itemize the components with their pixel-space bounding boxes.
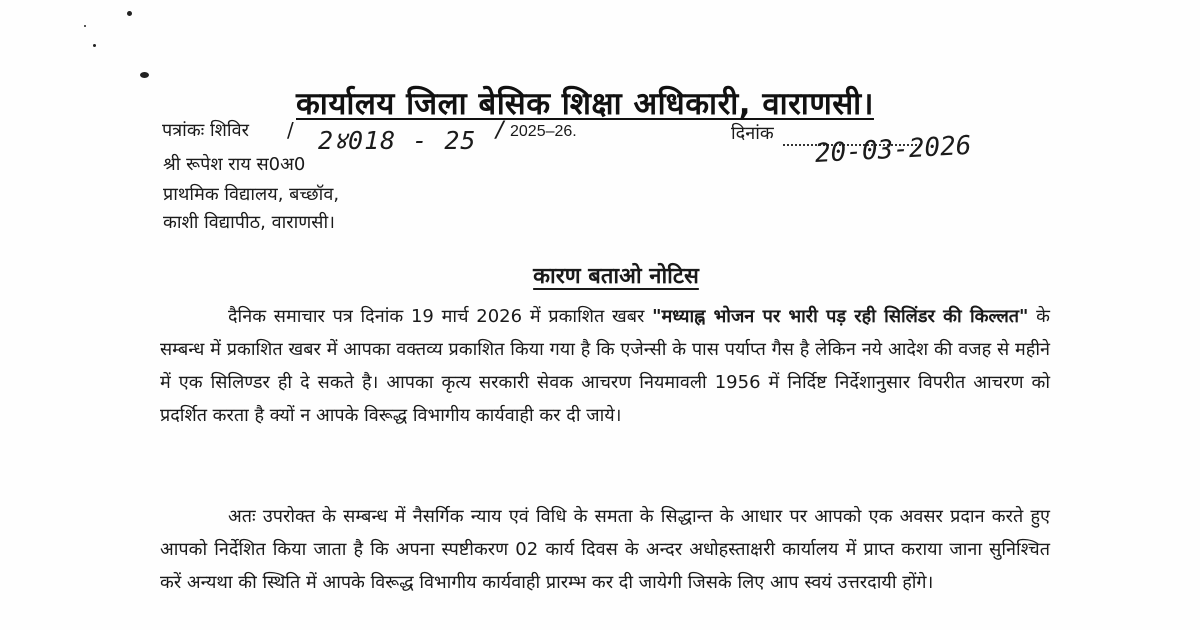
paragraph-1 bbox=[160, 300, 1050, 432]
office-title: कार्यालय जिला बेसिक शिक्षा अधिकारी, वाराणसी। bbox=[296, 86, 874, 122]
news-headline: "मध्याह्न भोजन पर भारी पड़ रही सिलिंडर की किल्लत" bbox=[652, 306, 1029, 327]
paragraph-1-intro: दैनिक समाचार पत्र दिनांक 19 मार्च 2026 में प्रकाशित खबर bbox=[228, 306, 653, 327]
addressee-line: श्री रूपेश राय स0अ0 bbox=[163, 154, 306, 175]
scan-speck bbox=[93, 44, 96, 47]
date-label: दिनांक bbox=[731, 123, 774, 144]
reference-number: 2४018 - 25 bbox=[318, 126, 477, 155]
date-value: 20-03-2026 bbox=[814, 130, 973, 169]
paragraph-1-body: के सम्बन्ध में प्रकाशित खबर में आपका वक्तव्य प्रकाशित किया गया है कि एजेन्सी के पास पर्याप्त गैस है लेकिन नये आदेश की वजह से महीने में एक सिलिण्डर ही दे सकते है। आपका कृत्य सरकारी सेवक आचरण नियमावली 1956 में निर्दिष्ट निर्देशानुसार विपरीत आचरण को प्रदर्शित करता है क्यों न आपके विरूद्ध विभागीय कार्यवाही कर दी जाये। bbox=[160, 306, 1051, 426]
scan-speck bbox=[84, 25, 86, 27]
addressee-line: काशी विद्यापीठ, वाराणसी। bbox=[163, 212, 335, 233]
scan-speck bbox=[127, 11, 132, 16]
reference-separator: / bbox=[494, 118, 508, 143]
reference-separator: / bbox=[287, 118, 294, 142]
paragraph-2: अतः उपरोक्त के सम्बन्ध में नैसर्गिक न्याय एवं विधि के समता के सिद्धान्त के आधार पर आपको एक अवसर प्रदान करते हुए आपको निर्देशित किया जाता है कि अपना स्पष्टीकरण 02 कार्य दिवस के अन्दर अधोहस्ताक्षरी कार्यालय में प्राप्त कराया जाना सुनिश्चित करें अन्यथा की स्थिति में आपके विरूद्ध विभागीय कार्यवाही प्रारम्भ कर दी जायेगी जिसके लिए आप स्वयं उत्तरदायी होंगे। bbox=[160, 506, 1050, 593]
addressee-line: प्राथमिक विद्यालय, बच्छॉव, bbox=[163, 184, 340, 205]
notice-title: कारण बताओ नोटिस bbox=[533, 264, 699, 289]
scan-speck bbox=[140, 72, 149, 78]
reference-year: 2025–26. bbox=[510, 123, 577, 140]
reference-label: पत्रांकः शिविर bbox=[162, 120, 249, 141]
